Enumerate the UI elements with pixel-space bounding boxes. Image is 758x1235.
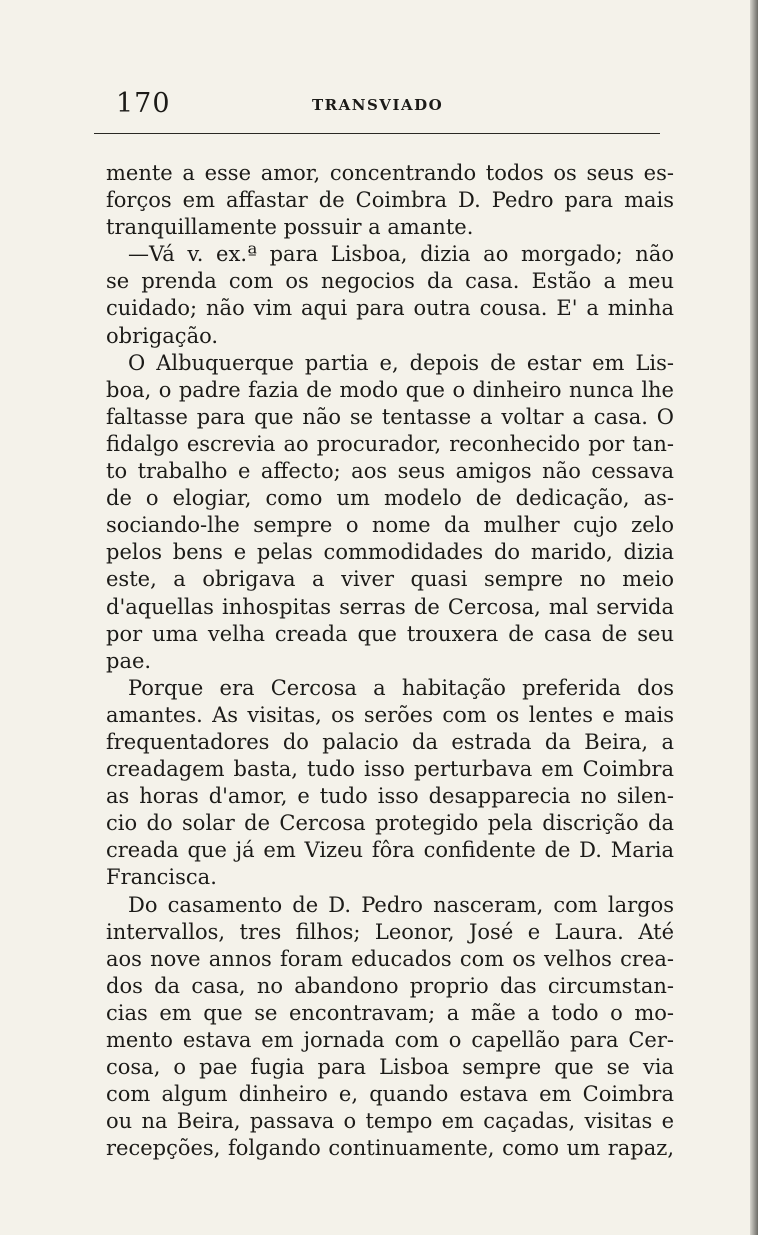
text-line: este, a obrigava a viver quasi sempre no meio: [106, 567, 674, 592]
text-line: recepções, folgando continuamente, como um rapaz,: [106, 1136, 674, 1161]
text-line: forços em affastar de Coimbra D. Pedro para mais: [106, 188, 674, 213]
text-line: mento estava em jornada com o capellão para Cer-: [106, 1028, 674, 1052]
text-line: to trabalho e affecto; aos seus amigos não cessava: [106, 459, 674, 484]
text-line: creadagem basta, tudo isso perturbava em Coimbra: [106, 757, 674, 782]
text-line: pelos bens e pelas commodidades do marido, dizia: [106, 540, 674, 565]
text-line: creada que já em Vizeu fôra confidente de D. Maria: [106, 838, 674, 863]
text-line: por uma velha creada que trouxera de casa de seu: [106, 621, 674, 646]
running-title: TRANSVIADO: [312, 96, 444, 114]
text-line: Do casamento de D. Pedro nasceram, com largos: [128, 892, 674, 917]
text-line: d'aquellas inhospitas serras de Cercosa, mal servida: [106, 594, 674, 619]
page-edge: [750, 0, 758, 1235]
text-line: cias em que se encontravam; a mãe a todo o mo-: [106, 1000, 674, 1025]
text-line: com algum dinheiro e, quando estava em Coimbra: [106, 1082, 674, 1107]
text-line: —Vá v. ex.ª para Lisboa, dizia ao morgado; não: [128, 242, 674, 267]
text-line: boa, o padre fazia de modo que o dinheiro nunca lhe: [106, 377, 674, 402]
text-line: amantes. As visitas, os serões com os lentes e mais: [106, 702, 674, 727]
text-line: Francisca.: [106, 865, 217, 890]
text-line: sociando-lhe sempre o nome da mulher cujo zelo: [106, 513, 674, 538]
header-rule: [94, 133, 660, 134]
text-line: pae.: [106, 648, 152, 673]
page-number: 170: [116, 88, 171, 119]
text-line: fidalgo escrevia ao procurador, reconhecido por tan-: [106, 431, 674, 456]
text-line: O Albuquerque partia e, depois de estar em Lis-: [128, 350, 674, 375]
text-line: se prenda com os negocios da casa. Estão a meu: [106, 269, 674, 294]
text-line: mente a esse amor, concentrando todos os seus es-: [106, 161, 674, 185]
page-header: [116, 88, 661, 128]
text-line: frequentadores do palacio da estrada da Beira, a: [106, 729, 674, 754]
text-line: intervallos, tres filhos; Leonor, José e Laura. Até: [106, 919, 674, 944]
text-line: cosa, o pae fugia para Lisboa sempre que se via: [106, 1055, 674, 1080]
text-line: de o elogiar, como um modelo de dedicação, as-: [106, 486, 674, 511]
body-text: [106, 160, 674, 1162]
text-line: tranquillamente possuir a amante.: [106, 215, 474, 240]
text-line: faltasse para que não se tentasse a voltar a casa. O: [106, 404, 674, 429]
text-line: dos da casa, no abandono proprio das circumstan-: [106, 973, 674, 998]
text-line: obrigação.: [106, 323, 219, 348]
text-line: as horas d'amor, e tudo isso desapparecia no silen-: [106, 784, 674, 809]
text-line: aos nove annos foram educados com os velhos crea-: [106, 946, 674, 971]
text-line: cuidado; não vim aqui para outra cousa. E' a minha: [106, 296, 674, 321]
text-line: Porque era Cercosa a habitação preferida dos: [128, 675, 674, 700]
text-line: cio do solar de Cercosa protegido pela discrição da: [106, 811, 674, 836]
text-line: ou na Beira, passava o tempo em caçadas, visitas e: [106, 1109, 674, 1134]
